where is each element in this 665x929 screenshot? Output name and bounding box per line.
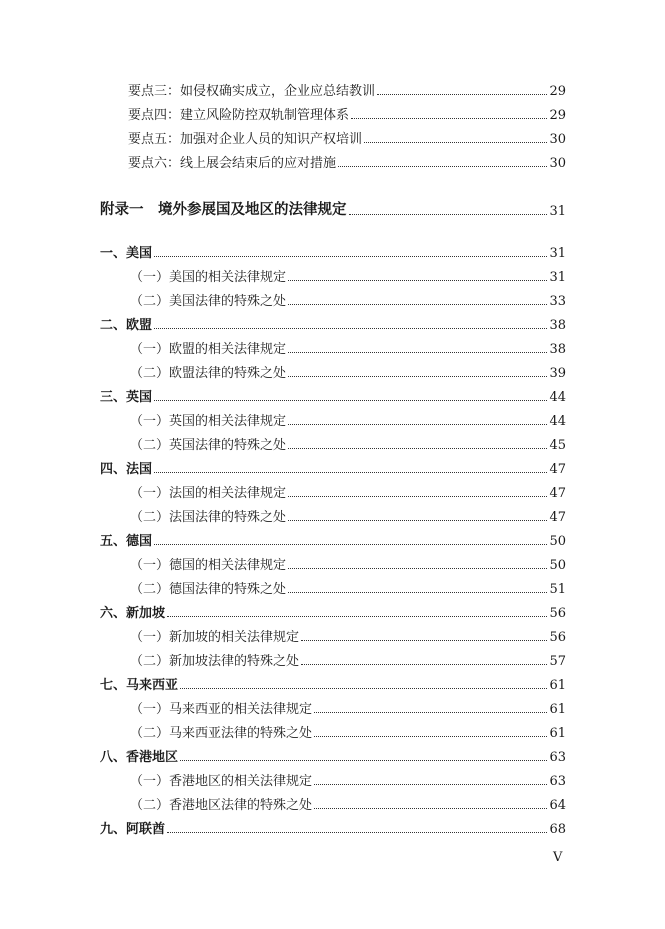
dot-leader: [314, 735, 547, 737]
toc-section-uk[interactable]: [100, 386, 566, 405]
dot-leader: [180, 759, 547, 761]
toc-entry-label: （一）英国的相关法律规定: [130, 414, 287, 429]
dot-leader: [154, 471, 547, 473]
toc-entry-key-point-5[interactable]: [128, 128, 566, 147]
toc-subentry[interactable]: [130, 554, 566, 573]
toc-section-label: 五、德国: [100, 534, 153, 549]
dot-leader: [301, 663, 547, 665]
toc-subentry[interactable]: [130, 410, 566, 429]
toc-entry-label: （一）欧盟的相关法律规定: [130, 342, 287, 357]
dot-leader: [167, 615, 547, 617]
toc-entry-key-point-6[interactable]: [128, 152, 566, 171]
dot-leader: [180, 687, 547, 689]
toc-entry-label: 要点五：加强对企业人员的知识产权培训: [128, 132, 363, 147]
dot-leader: [288, 423, 547, 425]
toc-entry-key-point-4[interactable]: [128, 104, 566, 123]
toc-section-label: 六、新加坡: [100, 606, 166, 621]
toc-subentry[interactable]: [130, 362, 566, 381]
dot-leader: [288, 447, 547, 449]
toc-entry-page: 57: [549, 654, 566, 669]
dot-leader: [288, 495, 547, 497]
toc-subentry[interactable]: [130, 722, 566, 741]
toc-entry-page: 38: [549, 342, 566, 357]
toc-entry-page: 50: [549, 558, 566, 573]
dot-leader: [351, 117, 547, 119]
toc-entry-label: （二）欧盟法律的特殊之处: [130, 366, 287, 381]
dot-leader: [288, 519, 547, 521]
dot-leader: [314, 807, 547, 809]
toc-section-malaysia[interactable]: [100, 674, 566, 693]
toc-section-label: 一、美国: [100, 246, 153, 261]
toc-section-france[interactable]: [100, 458, 566, 477]
toc-subentry[interactable]: [130, 770, 566, 789]
dot-leader: [154, 255, 547, 257]
dot-leader: [338, 165, 547, 167]
dot-leader: [314, 783, 547, 785]
toc-subentry[interactable]: [130, 266, 566, 285]
toc-entry-label: （一）美国的相关法律规定: [130, 270, 287, 285]
toc-entry-page: 31: [549, 204, 566, 219]
page-number: V: [553, 850, 563, 865]
toc-entry-page: 61: [549, 678, 566, 693]
dot-leader: [154, 399, 547, 401]
toc-entry-page: 56: [549, 606, 566, 621]
toc-subentry[interactable]: [130, 506, 566, 525]
toc-entry-page: 50: [549, 534, 566, 549]
toc-section-hong-kong[interactable]: [100, 746, 566, 765]
toc-entry-label: （二）法国法律的特殊之处: [130, 510, 287, 525]
toc-subentry[interactable]: [130, 434, 566, 453]
dot-leader: [154, 327, 547, 329]
toc-entry-page: 30: [549, 132, 566, 147]
toc-entry-page: 29: [549, 84, 566, 99]
toc-section-germany[interactable]: [100, 530, 566, 549]
toc-entry-page: 38: [549, 318, 566, 333]
toc-section-usa[interactable]: [100, 242, 566, 261]
dot-leader: [288, 567, 547, 569]
dot-leader: [288, 375, 547, 377]
toc-entry-label: （一）法国的相关法律规定: [130, 486, 287, 501]
toc-entry-label: （二）新加坡法律的特殊之处: [130, 654, 300, 669]
dot-leader: [288, 351, 547, 353]
toc-entry-page: 56: [549, 630, 566, 645]
dot-leader: [301, 639, 547, 641]
dot-leader: [288, 303, 547, 305]
toc-entry-label: （一）新加坡的相关法律规定: [130, 630, 300, 645]
toc-entry-page: 64: [549, 798, 566, 813]
toc-subentry[interactable]: [130, 338, 566, 357]
toc-subentry[interactable]: [130, 626, 566, 645]
dot-leader: [349, 213, 548, 215]
toc-entry-label: 要点三：如侵权确实成立，企业应总结教训: [128, 84, 376, 99]
toc-entry-page: 31: [549, 270, 566, 285]
toc-entry-page: 47: [549, 510, 566, 525]
toc-entry-key-point-3[interactable]: [128, 80, 566, 99]
toc-entry-label: （二）马来西亚法律的特殊之处: [130, 726, 313, 741]
toc-entry-label: （二）美国法律的特殊之处: [130, 294, 287, 309]
toc-entry-page: 31: [549, 246, 566, 261]
toc-section-label: 三、英国: [100, 390, 153, 405]
toc-entry-label: （二）德国法律的特殊之处: [130, 582, 287, 597]
toc-entry-label: （二）香港地区法律的特殊之处: [130, 798, 313, 813]
toc-entry-page: 63: [549, 774, 566, 789]
toc-subentry[interactable]: [130, 578, 566, 597]
toc-section-label: 八、香港地区: [100, 750, 179, 765]
toc-entry-page: 63: [549, 750, 566, 765]
toc-entry-label: （一）香港地区的相关法律规定: [130, 774, 313, 789]
toc-subentry[interactable]: [130, 650, 566, 669]
toc-entry-label: （二）英国法律的特殊之处: [130, 438, 287, 453]
toc-section-uae[interactable]: [100, 818, 566, 837]
dot-leader: [377, 93, 547, 95]
dot-leader: [314, 711, 547, 713]
toc-entry-label: （一）德国的相关法律规定: [130, 558, 287, 573]
appendix-title: 附录一 境外参展国及地区的法律规定: [100, 202, 347, 218]
toc-entry-page: 30: [549, 156, 566, 171]
dot-leader: [167, 831, 547, 833]
toc-entry-page: 29: [549, 108, 566, 123]
toc-subentry[interactable]: [130, 794, 566, 813]
toc-entry-appendix-1[interactable]: [100, 198, 566, 219]
toc-section-eu[interactable]: [100, 314, 566, 333]
toc-entry-page: 61: [549, 726, 566, 741]
toc-entry-label: 要点六：线上展会结束后的应对措施: [128, 156, 337, 171]
toc-section-label: 七、马来西亚: [100, 678, 179, 693]
toc-entry-page: 39: [549, 366, 566, 381]
toc-entry-page: 61: [549, 702, 566, 717]
toc-entry-page: 44: [549, 390, 566, 405]
dot-leader: [288, 279, 547, 281]
dot-leader: [288, 591, 547, 593]
toc-entry-page: 44: [549, 414, 566, 429]
toc-section-singapore[interactable]: [100, 602, 566, 621]
toc-entry-label: 要点四：建立风险防控双轨制管理体系: [128, 108, 350, 123]
toc-section-label: 四、法国: [100, 462, 153, 477]
toc-section-label: 二、欧盟: [100, 318, 153, 333]
toc-subentry[interactable]: [130, 290, 566, 309]
toc-entry-page: 45: [549, 438, 566, 453]
toc-entry-page: 68: [549, 822, 566, 837]
toc-subentry[interactable]: [130, 482, 566, 501]
toc-entry-label: （一）马来西亚的相关法律规定: [130, 702, 313, 717]
toc-entry-page: 47: [549, 486, 566, 501]
dot-leader: [154, 543, 547, 545]
toc-subentry[interactable]: [130, 698, 566, 717]
toc-entry-page: 51: [549, 582, 566, 597]
toc-section-label: 九、阿联酋: [100, 822, 166, 837]
toc-entry-page: 33: [549, 294, 566, 309]
dot-leader: [364, 141, 547, 143]
toc-entry-page: 47: [549, 462, 566, 477]
